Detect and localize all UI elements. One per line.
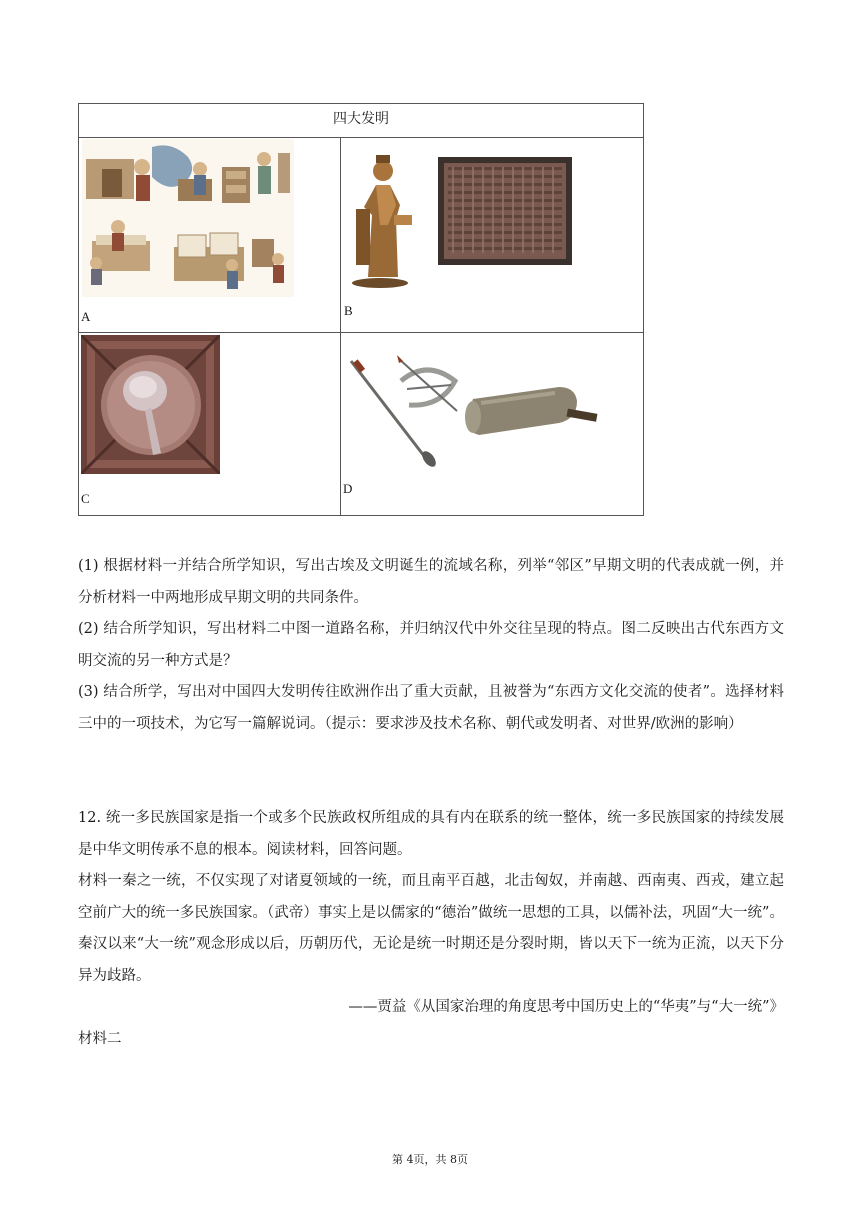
material-one-attribution: ——贾益《从国家治理的角度思考中国历史上的“华夷”与“大一统”》	[348, 999, 784, 1015]
cell-label-d: D	[343, 481, 353, 496]
page-footer: 第 4页，共 8页	[392, 1153, 468, 1166]
question-2: (2) 结合所学知识，写出材料二中图一道路名称，并归纳汉代中外交往呈现的特点。图二反映出古代东西方文明交流的另一种方式是？	[78, 621, 784, 669]
material-one-text: 材料一秦之一统，不仅实现了对诸夏领域的一统，而且南平百越，北击匈奴，并南越、西南夷、西戎，建立起空前广大的统一多民族国家。（武帝）事实上是以儒家的“德治”做统一思想的工具，以儒补法，巩固“大一统”。秦汉以来“大一统”观念形成以后，历朝历代，无论是统一时期还是分裂时期，皆以天下一统为正流，以天下分异为歧路。	[78, 873, 784, 984]
table-cell-b	[341, 137, 643, 333]
papermaking-illustration	[82, 139, 294, 297]
four-inventions-table	[78, 103, 644, 516]
questions-section	[78, 551, 784, 740]
question-12-intro: 12. 统一多民族国家是指一个或多个民族政权所组成的具有内在联系的统一整体，统一多民族国家的持续发展是中华文明传承不息的根本。阅读材料，回答问题。	[78, 810, 784, 858]
cell-label-c: C	[81, 491, 90, 506]
fire-arrow-and-fire-lance	[345, 341, 599, 471]
table-title: 四大发明	[79, 104, 643, 138]
movable-type-tray	[438, 157, 572, 265]
material-two-label: 材料二	[78, 1030, 122, 1047]
question-1: (1) 根据材料一并结合所学知识，写出古埃及文明诞生的流域名称，列举“邻区”早期文明的代表成就一例，并分析材料一中两地形成早期文明的共同条件。	[78, 558, 784, 606]
sinan-compass	[81, 335, 220, 474]
cell-label-a: A	[81, 309, 91, 324]
table-cell-c	[79, 333, 341, 515]
bi-sheng-statue	[346, 145, 426, 289]
table-cell-d	[341, 333, 643, 515]
cell-label-b: B	[344, 303, 353, 318]
table-cell-a	[79, 137, 341, 333]
question-3: (3) 结合所学，写出对中国四大发明传往欧洲作出了重大贡献，且被誉为“东西方文化交流的使者”。选择材料三中的一项技术，为它写一篇解说词。（提示：要求涉及技术名称、朝代或发明者、对世界/欧洲的影响）	[78, 684, 784, 732]
question-12-section	[78, 803, 784, 1055]
